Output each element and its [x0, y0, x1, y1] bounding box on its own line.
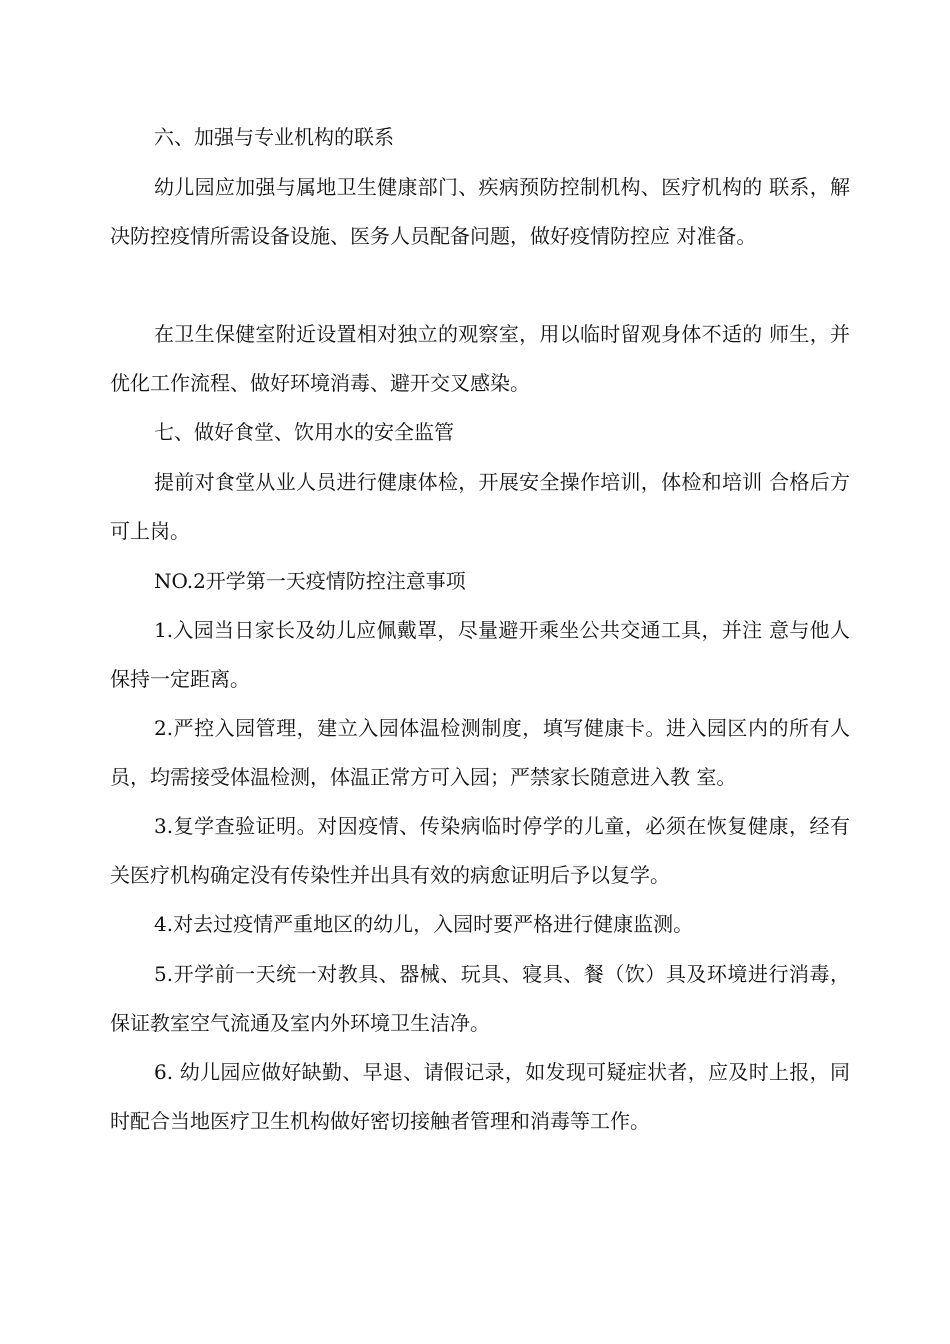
list-item-2: 2.严控入园管理，建立入园体温检测制度，填写健康卡。进入园区内的所有人员，均需接受体温检测，体温正常方可入园；严禁家长随意进入教 室。 — [110, 716, 850, 789]
paragraph-canteen-staff: 提前对食堂从业人员进行健康体检，开展安全操作培训，体检和培训 合格后方可上岗。 — [110, 470, 850, 543]
list-item-6: 6. 幼儿园应做好缺勤、早退、请假记录，如发现可疑症状者，应及时上报，同时配合当地医疗卫生机构做好密切接触者管理和消毒等工作。 — [110, 1060, 850, 1133]
list-item-4: 4.对去过疫情严重地区的幼儿，入园时要严格进行健康监测。 — [154, 912, 694, 936]
paragraph-contact-institutions: 幼儿园应加强与属地卫生健康部门、疾病预防控制机构、医疗机构的 联系，解决防控疫情所需设备设施、医务人员配备问题，做好疫情防控应 对准备。 — [110, 175, 850, 248]
section-heading-no2: NO.2开学第一天疫情防控注意事项 — [154, 569, 466, 593]
list-item-3: 3.复学查验证明。对因疫情、传染病临时停学的儿童，必须在恢复健康，经有关医疗机构确定没有传染性并出具有效的病愈证明后予以复学。 — [110, 814, 850, 887]
list-item-1: 1.入园当日家长及幼儿应佩戴罩，尽量避开乘坐公共交通工具，并注 意与他人保持一定距离。 — [110, 618, 850, 691]
paragraph-observation-room: 在卫生保健室附近设置相对独立的观察室，用以临时留观身体不适的 师生，并优化工作流程、做好环境消毒、避开交叉感染。 — [110, 322, 850, 395]
section-heading-7: 七、做好食堂、饮用水的安全监管 — [154, 420, 454, 444]
list-item-5: 5.开学前一天统一对教具、器械、玩具、寝具、餐（饮）具及环境进行消毒，保证教室空气流通及室内外环境卫生洁净。 — [110, 962, 850, 1035]
section-heading-6: 六、加强与专业机构的联系 — [154, 125, 394, 149]
